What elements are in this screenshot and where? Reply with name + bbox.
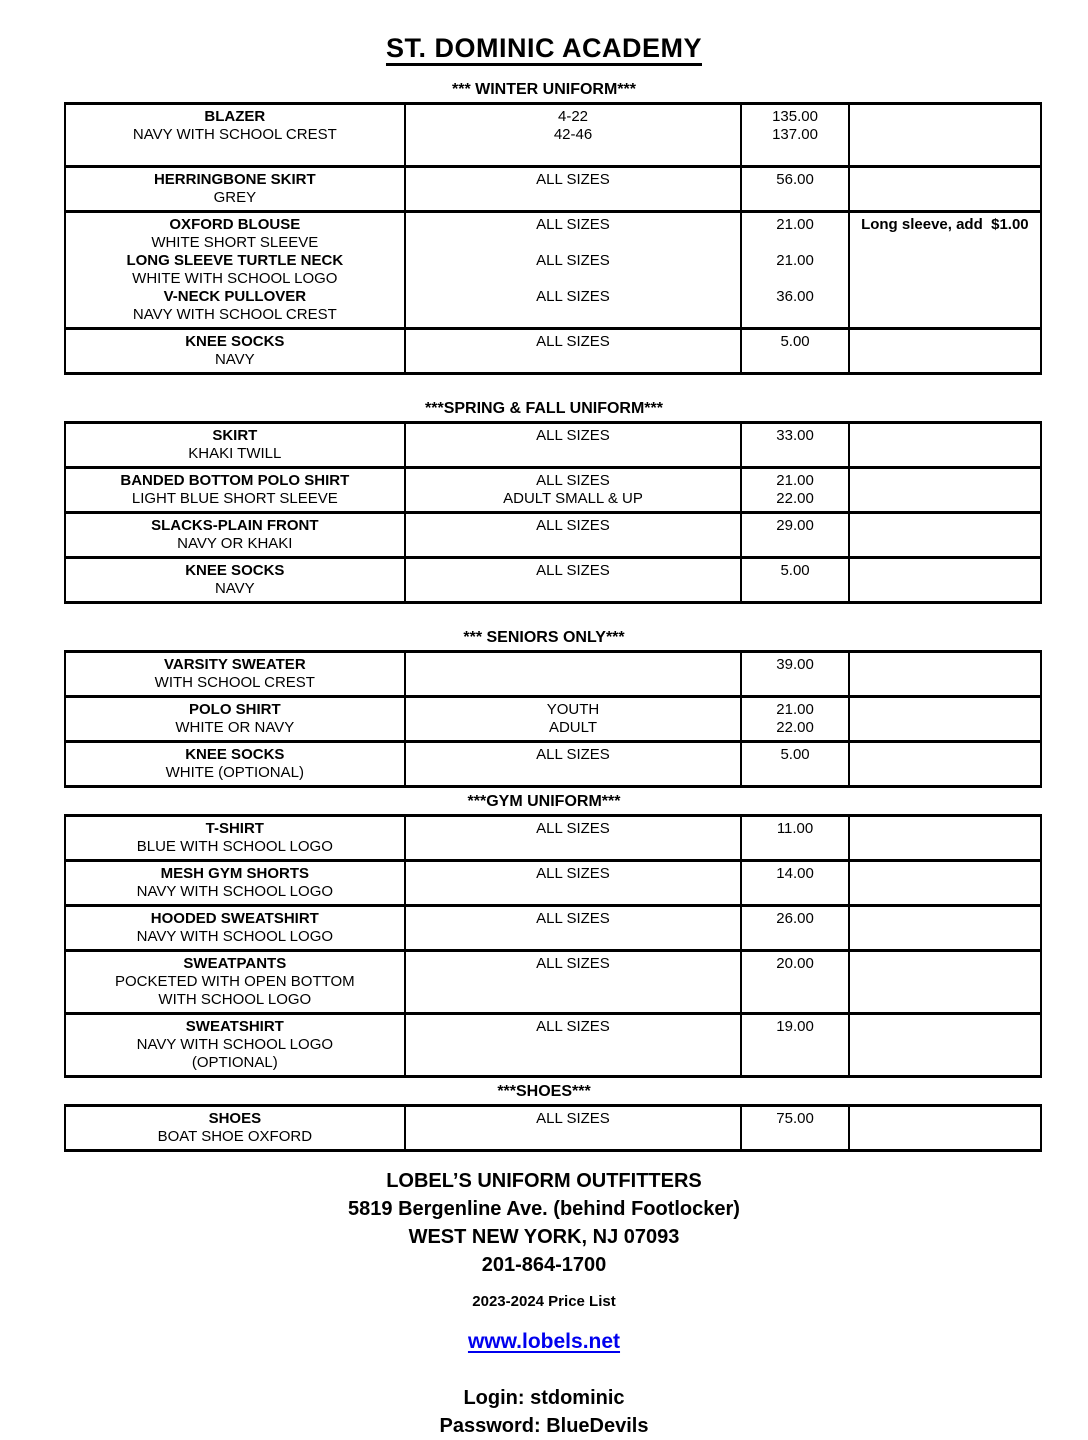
price-cell [741, 468, 848, 513]
page-title: ST. DOMINIC ACADEMY [385, 33, 702, 63]
cell-line: HERRINGBONE SKIRT [153, 171, 316, 188]
price-cell [741, 104, 848, 167]
item-cell [65, 423, 405, 468]
table-row [65, 816, 1041, 861]
price-cell [741, 697, 848, 742]
cell-line: ALL SIZES [536, 820, 610, 837]
uniform-table [64, 102, 1042, 375]
size-cell [405, 951, 742, 1014]
cell-line: SWEATSHIRT [185, 1018, 284, 1035]
uniform-table [64, 650, 1042, 788]
table-row [65, 212, 1041, 329]
section-heading: ***SHOES*** [497, 1083, 591, 1100]
size-cell [405, 742, 742, 787]
item-cell [65, 167, 405, 212]
footer [0, 1167, 1088, 1440]
login-block [0, 1384, 1088, 1440]
table-row [65, 1106, 1041, 1151]
table-row [65, 329, 1041, 374]
section-heading: *** SENIORS ONLY*** [463, 629, 625, 646]
store-city: WEST NEW YORK, NJ 07093 [408, 1226, 680, 1248]
cell-line: NAVY [214, 580, 255, 597]
cell-line: KNEE SOCKS [185, 333, 285, 350]
website-row [0, 1330, 1088, 1354]
cell-line: NAVY WITH SCHOOL CREST [132, 306, 337, 323]
cell-line: BLAZER [204, 108, 266, 125]
item-cell [65, 468, 405, 513]
password-info: Password: BlueDevils [439, 1415, 649, 1437]
table-row [65, 861, 1041, 906]
price-cell [741, 951, 848, 1014]
cell-line: 14.00 [776, 865, 814, 882]
uniform-section [0, 400, 1088, 604]
cell-line: ALL SIZES [536, 472, 610, 489]
website-link[interactable]: www.lobels.net [467, 1330, 621, 1353]
table-row [65, 167, 1041, 212]
cell-line: WHITE (OPTIONAL) [165, 764, 304, 781]
cell-line: 19.00 [776, 1018, 814, 1035]
size-cell [405, 652, 742, 697]
cell-line: POCKETED WITH OPEN BOTTOM [114, 973, 355, 990]
price-cell [741, 1014, 848, 1077]
cell-line: GREY [213, 189, 257, 206]
cell-line: YOUTH [546, 701, 600, 718]
price-cell [741, 423, 848, 468]
cell-line: NAVY WITH SCHOOL LOGO [136, 1036, 334, 1053]
size-cell [405, 1106, 742, 1151]
cell-line: WITH SCHOOL LOGO [158, 991, 312, 1008]
size-cell [405, 513, 742, 558]
uniform-section [0, 793, 1088, 1078]
note-cell [849, 167, 1041, 212]
size-cell [405, 697, 742, 742]
item-cell [65, 558, 405, 603]
cell-line: ALL SIZES [536, 427, 610, 444]
size-cell [405, 861, 742, 906]
cell-line: 5.00 [780, 746, 810, 763]
cell-line [410, 234, 737, 252]
note-cell [849, 816, 1041, 861]
size-cell [405, 104, 742, 167]
price-cell [741, 816, 848, 861]
price-cell [741, 329, 848, 374]
note-cell [849, 212, 1041, 329]
table-row [65, 697, 1041, 742]
cell-line: ADULT SMALL & UP [503, 490, 643, 507]
section-heading: ***SPRING & FALL UNIFORM*** [425, 400, 663, 417]
note-cell [849, 513, 1041, 558]
size-cell [405, 423, 742, 468]
note-cell [849, 329, 1041, 374]
uniform-table [64, 421, 1042, 604]
cell-line: Long sleeve, add $1.00 [861, 216, 1029, 233]
table-row [65, 1014, 1041, 1077]
size-cell [405, 558, 742, 603]
cell-line: NAVY WITH SCHOOL CREST [132, 126, 337, 143]
cell-line: ALL SIZES [536, 288, 610, 305]
cell-line: 22.00 [776, 490, 814, 507]
cell-line: 5.00 [780, 333, 810, 350]
store-phone: 201-864-1700 [481, 1254, 607, 1276]
cell-line: LIGHT BLUE SHORT SLEEVE [131, 490, 338, 507]
uniform-section [0, 81, 1088, 375]
cell-line: NAVY OR KHAKI [177, 535, 293, 552]
note-cell [849, 1014, 1041, 1077]
cell-line: 135.00 [772, 108, 818, 125]
item-cell [65, 652, 405, 697]
cell-line: NAVY WITH SCHOOL LOGO [136, 928, 334, 945]
cell-line: 22.00 [776, 719, 814, 736]
uniform-sections [0, 81, 1088, 1152]
cell-line: WITH SCHOOL CREST [154, 674, 315, 691]
cell-line: BOAT SHOE OXFORD [157, 1128, 313, 1145]
cell-line: NAVY [214, 351, 255, 368]
cell-line: SWEATPANTS [183, 955, 287, 972]
cell-line: MESH GYM SHORTS [160, 865, 309, 882]
table-row [65, 742, 1041, 787]
note-cell [849, 951, 1041, 1014]
note-cell [849, 423, 1041, 468]
size-cell [405, 906, 742, 951]
cell-line: NAVY WITH SCHOOL LOGO [136, 883, 334, 900]
price-cell [741, 742, 848, 787]
cell-line: OXFORD BLOUSE [169, 216, 301, 233]
table-row [65, 558, 1041, 603]
cell-line: SKIRT [212, 427, 258, 444]
cell-line: 4-22 [557, 108, 589, 125]
table-row [65, 906, 1041, 951]
cell-line: 21.00 [776, 252, 814, 269]
table-row [65, 468, 1041, 513]
price-cell [741, 212, 848, 329]
item-cell [65, 742, 405, 787]
cell-line: ALL SIZES [536, 1018, 610, 1035]
cell-line: BANDED BOTTOM POLO SHIRT [120, 472, 350, 489]
item-cell [65, 513, 405, 558]
table-row [65, 513, 1041, 558]
cell-line: 137.00 [772, 126, 818, 143]
store-name: LOBEL’S UNIFORM OUTFITTERS [386, 1170, 702, 1192]
cell-line: ALL SIZES [536, 865, 610, 882]
price-cell [741, 1106, 848, 1151]
cell-line: ALL SIZES [536, 562, 610, 579]
cell-line: 36.00 [776, 288, 814, 305]
note-cell [849, 558, 1041, 603]
note-cell [849, 742, 1041, 787]
cell-line: WHITE OR NAVY [175, 719, 295, 736]
cell-line: ALL SIZES [536, 955, 610, 972]
cell-line: WHITE WITH SCHOOL LOGO [132, 270, 338, 287]
size-cell [405, 329, 742, 374]
note-cell [849, 104, 1041, 167]
cell-line: WHITE SHORT SLEEVE [151, 234, 319, 251]
cell-line: ALL SIZES [536, 333, 610, 350]
item-cell [65, 1014, 405, 1077]
cell-line: ALL SIZES [536, 910, 610, 927]
price-list-label: 2023-2024 Price List [472, 1293, 616, 1310]
cell-line: (OPTIONAL) [191, 1054, 278, 1071]
cell-line: 11.00 [776, 820, 814, 837]
cell-line: 20.00 [776, 955, 814, 972]
cell-line: SLACKS-PLAIN FRONT [151, 517, 319, 534]
table-row [65, 423, 1041, 468]
cell-line: ALL SIZES [536, 252, 610, 269]
store-address: 5819 Bergenline Ave. (behind Footlocker) [348, 1198, 740, 1220]
cell-line: ALL SIZES [536, 171, 610, 188]
cell-line: 21.00 [776, 701, 814, 718]
store-info [0, 1167, 1088, 1279]
cell-line: 26.00 [776, 910, 814, 927]
price-cell [741, 906, 848, 951]
price-cell [741, 513, 848, 558]
note-cell [849, 861, 1041, 906]
size-cell [405, 167, 742, 212]
table-row [65, 951, 1041, 1014]
item-cell [65, 906, 405, 951]
item-cell [65, 951, 405, 1014]
cell-line [746, 270, 843, 288]
cell-line: KNEE SOCKS [185, 746, 285, 763]
cell-line: T-SHIRT [205, 820, 264, 837]
cell-line: HOODED SWEATSHIRT [150, 910, 319, 927]
uniform-table [64, 814, 1042, 1078]
price-cell [741, 861, 848, 906]
cell-line: ALL SIZES [536, 216, 610, 233]
cell-line: ALL SIZES [536, 1110, 610, 1127]
item-cell [65, 861, 405, 906]
item-cell [65, 329, 405, 374]
note-cell [849, 1106, 1041, 1151]
table-row [65, 104, 1041, 167]
size-cell [405, 816, 742, 861]
login-info: Login: stdominic [463, 1387, 625, 1409]
note-cell [849, 468, 1041, 513]
cell-line: 21.00 [776, 216, 814, 233]
cell-line: V-NECK PULLOVER [163, 288, 307, 305]
cell-line: KHAKI TWILL [188, 445, 282, 462]
cell-line: BLUE WITH SCHOOL LOGO [136, 838, 333, 855]
note-cell [849, 906, 1041, 951]
note-cell [849, 652, 1041, 697]
item-cell [65, 697, 405, 742]
size-cell [405, 468, 742, 513]
price-cell [741, 558, 848, 603]
cell-line [410, 270, 737, 288]
uniform-section [0, 1083, 1088, 1152]
cell-line: VARSITY SWEATER [163, 656, 306, 673]
size-cell [405, 212, 742, 329]
item-cell [65, 104, 405, 167]
cell-line: SHOES [208, 1110, 262, 1127]
price-cell [741, 167, 848, 212]
item-cell [65, 212, 405, 329]
cell-line: ALL SIZES [536, 746, 610, 763]
price-cell [741, 652, 848, 697]
cell-line: 5.00 [780, 562, 810, 579]
cell-line: 56.00 [776, 171, 814, 188]
size-cell [405, 1014, 742, 1077]
table-row [65, 652, 1041, 697]
cell-line: 39.00 [776, 656, 814, 673]
cell-line: POLO SHIRT [188, 701, 281, 718]
cell-line: ALL SIZES [536, 517, 610, 534]
cell-line: ADULT [548, 719, 598, 736]
uniform-table [64, 1104, 1042, 1152]
item-cell [65, 816, 405, 861]
item-cell [65, 1106, 405, 1151]
cell-line: 42-46 [553, 126, 593, 143]
cell-line: 33.00 [776, 427, 814, 444]
section-heading: *** WINTER UNIFORM*** [451, 81, 636, 98]
cell-line: 29.00 [776, 517, 814, 534]
cell-line: 75.00 [776, 1110, 814, 1127]
uniform-section [0, 629, 1088, 788]
section-heading: ***GYM UNIFORM*** [467, 793, 621, 810]
note-cell [849, 697, 1041, 742]
cell-line: LONG SLEEVE TURTLE NECK [126, 252, 344, 269]
cell-line: 21.00 [776, 472, 814, 489]
cell-line: KNEE SOCKS [185, 562, 285, 579]
cell-line [746, 234, 843, 252]
